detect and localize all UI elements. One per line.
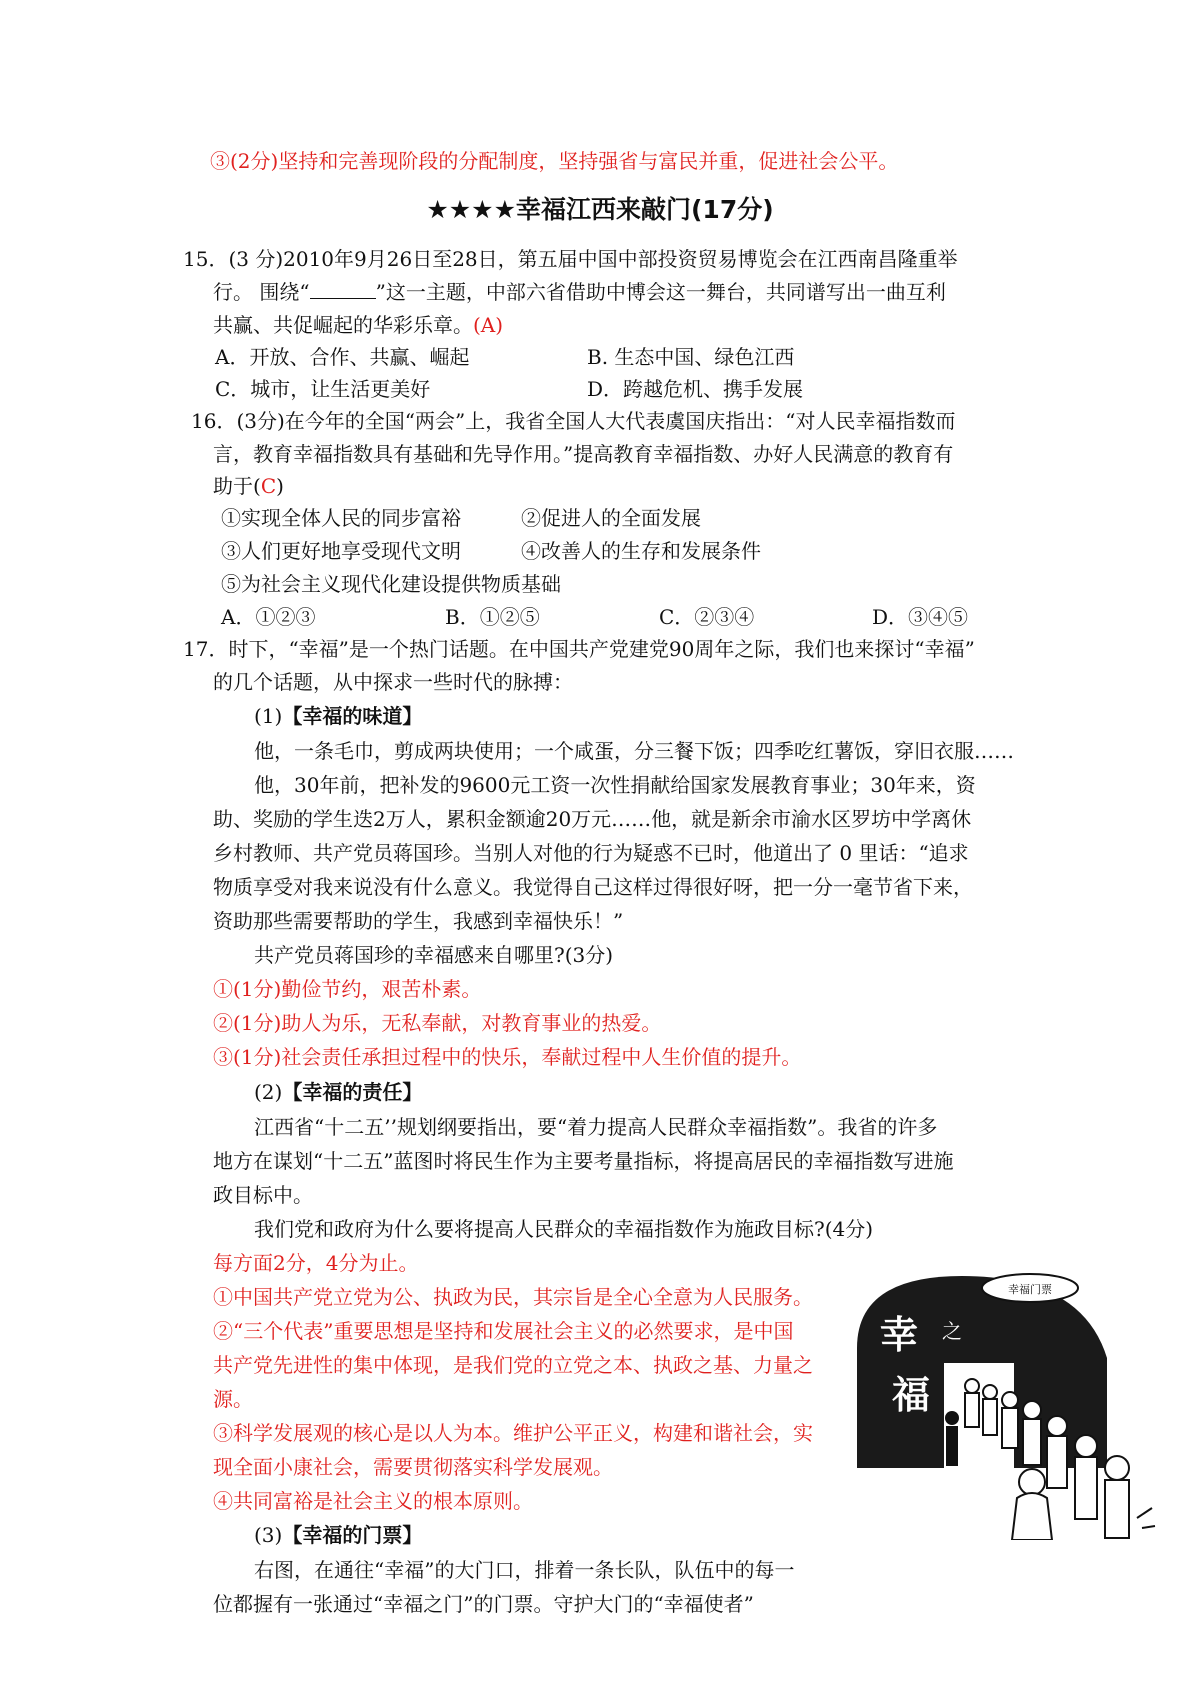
answer-line: ①中国共产党立党为公、执政为民，其宗旨是全心全意为人民服务。 — [213, 1285, 813, 1309]
q15-line-1: 15．(3 分)2010年9月26日至28日，第五届中国中部投资贸易博览会在江西南昌隆重举 — [183, 247, 958, 271]
answer-line: ③(2分)坚持和完善现阶段的分配制度，坚持强省与富民并重，促进社会公平。 — [210, 149, 899, 173]
subsection-number: (3) — [254, 1523, 283, 1547]
q16-item-4: ④改善人的生存和发展条件 — [521, 539, 761, 563]
subsection-title: 【幸福的味道】 — [282, 704, 423, 728]
q15-option-c: C．城市，让生活更美好 — [215, 377, 431, 401]
answer-line: ①(1分)勤俭节约，艰苦朴素。 — [213, 977, 482, 1001]
q15-option-b: B. 生态中国、绿色江西 — [587, 345, 795, 369]
q15-answer: (A) — [473, 313, 504, 337]
fill-in-blank — [310, 280, 376, 299]
paragraph-line: 他，30年前，把补发的9600元工资一次性捐献给国家发展教育事业；30年来，资 — [254, 773, 976, 797]
q16-line-1: 16．(3分)在今年的全国“两会”上，我省全国人大代表虞国庆指出：“对人民幸福指数而 — [191, 409, 956, 433]
q16-text: 助于( — [213, 474, 261, 498]
answer-line: 共产党先进性的集中体现，是我们党的立党之本、执政之基、力量之 — [213, 1353, 813, 1377]
paragraph-line: 地方在谋划“十二五”蓝图时将民生作为主要考量指标，将提高居民的幸福指数写进施 — [213, 1149, 954, 1173]
q15-option-d: D．跨越危机、携手发展 — [587, 377, 804, 401]
subsection-number: (1) — [254, 704, 283, 728]
gate-char-3: 福 — [892, 1373, 931, 1417]
q16-option-b: B．①②⑤ — [445, 605, 540, 629]
subsection-title: 【幸福的门票】 — [282, 1523, 423, 1547]
gate-char-1: 幸 — [880, 1313, 919, 1357]
paragraph-line: 物质享受对我来说没有什么意义。我觉得自己这样过得很好呀，把一分一毫节省下来， — [213, 875, 973, 899]
q16-item-2: ②促进人的全面发展 — [521, 506, 701, 530]
q16-line-2: 言，教育幸福指数具有基础和先导作用。”提高教育幸福指数、办好人民满意的教育有 — [213, 442, 954, 466]
q16-option-c: C．②③④ — [659, 605, 755, 629]
paragraph-line: 位都握有一张通过“幸福之门”的门票。守护大门的“幸福使者” — [213, 1592, 754, 1616]
answer-line: ③科学发展观的核心是以人为本。维护公平正义，构建和谐社会，实 — [213, 1421, 813, 1445]
q16-line-3 — [213, 472, 284, 500]
gate-char-2: 之 — [942, 1319, 962, 1343]
paragraph-line: 资助那些需要帮助的学生，我感到幸福快乐！” — [213, 909, 624, 933]
paragraph-line: 助、奖励的学生迭2万人，累积金额逾20万元……他，就是新余市渝水区罗坊中学离休 — [213, 807, 972, 831]
q17-line-1: 17．时下，“幸福”是一个热门话题。在中国共产党建党90周年之际，我们也来探讨“幸福” — [183, 637, 975, 661]
paragraph-line: 右图，在通往“幸福”的大门口，排着一条长队，队伍中的每一 — [254, 1558, 795, 1582]
subsection-title: 【幸福的责任】 — [282, 1080, 423, 1104]
question-line: 共产党员蒋国珍的幸福感来自哪里?(3分) — [254, 943, 614, 967]
question-line: 我们党和政府为什么要将提高人民群众的幸福指数作为施政目标?(4分) — [254, 1217, 874, 1241]
answer-line: 现全面小康社会，需要贯彻落实科学发展观。 — [213, 1455, 613, 1479]
q16-option-d: D．③④⑤ — [872, 605, 969, 629]
subsection-heading-1 — [254, 702, 422, 730]
q17-line-2: 的几个话题，从中探求一些时代的脉搏： — [213, 670, 573, 694]
paragraph-line: 乡村教师、共产党员蒋国珍。当别人对他的行为疑惑不已时，他道出了 0 里话：“追求 — [213, 841, 969, 865]
q16-item-3: ③人们更好地享受现代文明 — [221, 539, 461, 563]
q15-text-after-blank: ”这一主题，中部六省借助中博会这一舞台，共同谱写出一曲互利 — [375, 280, 946, 304]
answer-line: 源。 — [213, 1387, 253, 1411]
paragraph-line: 他，一条毛巾，剪成两块使用；一个咸蛋，分三餐下饭；四季吃红薯饭，穿旧衣服…… — [254, 739, 1014, 763]
q16-text-close: ) — [276, 474, 284, 498]
paragraph-line: 江西省“十二五’’规划纲要指出，要“着力提高人民群众幸福指数”。我省的许多 — [254, 1115, 938, 1139]
subsection-heading-3 — [254, 1521, 422, 1549]
happiness-gate-illustration — [852, 1268, 1157, 1540]
answer-line: ②“三个代表”重要思想是坚持和发展社会主义的必然要求，是中国 — [213, 1319, 794, 1343]
answer-line: ②(1分)助人为乐，无私奉献，对教育事业的热爱。 — [213, 1011, 662, 1035]
answer-note: 每方面2分，4分为止。 — [213, 1251, 419, 1275]
q16-item-1: ①实现全体人民的同步富裕 — [221, 506, 461, 530]
q15-line-2 — [213, 278, 946, 306]
q16-option-a: A．①②③ — [221, 605, 316, 629]
answer-line: ④共同富裕是社会主义的根本原则。 — [213, 1489, 533, 1513]
q16-answer: C — [260, 474, 277, 498]
q15-text: 共赢、共促崛起的华彩乐章。 — [213, 313, 473, 337]
q15-option-a: A．开放、合作、共赢、崛起 — [215, 345, 470, 369]
ticket-lines — [1137, 1508, 1155, 1528]
answer-line: ③(1分)社会责任承担过程中的快乐，奉献过程中人生价值的提升。 — [213, 1045, 802, 1069]
happiness-messenger-figure — [945, 1411, 959, 1466]
q15-line-3 — [213, 311, 503, 339]
q16-item-5: ⑤为社会主义现代化建设提供物质基础 — [221, 572, 561, 596]
q15-text-before-blank: 行。 围绕“ — [213, 280, 310, 304]
subsection-heading-2 — [254, 1078, 422, 1106]
subsection-number: (2) — [254, 1080, 283, 1104]
gate-sign-text: 幸福门票 — [1008, 1283, 1052, 1296]
section-title: ★★★★幸福江西来敲门(17分) — [426, 195, 774, 224]
paragraph-line: 政目标中。 — [213, 1183, 313, 1207]
